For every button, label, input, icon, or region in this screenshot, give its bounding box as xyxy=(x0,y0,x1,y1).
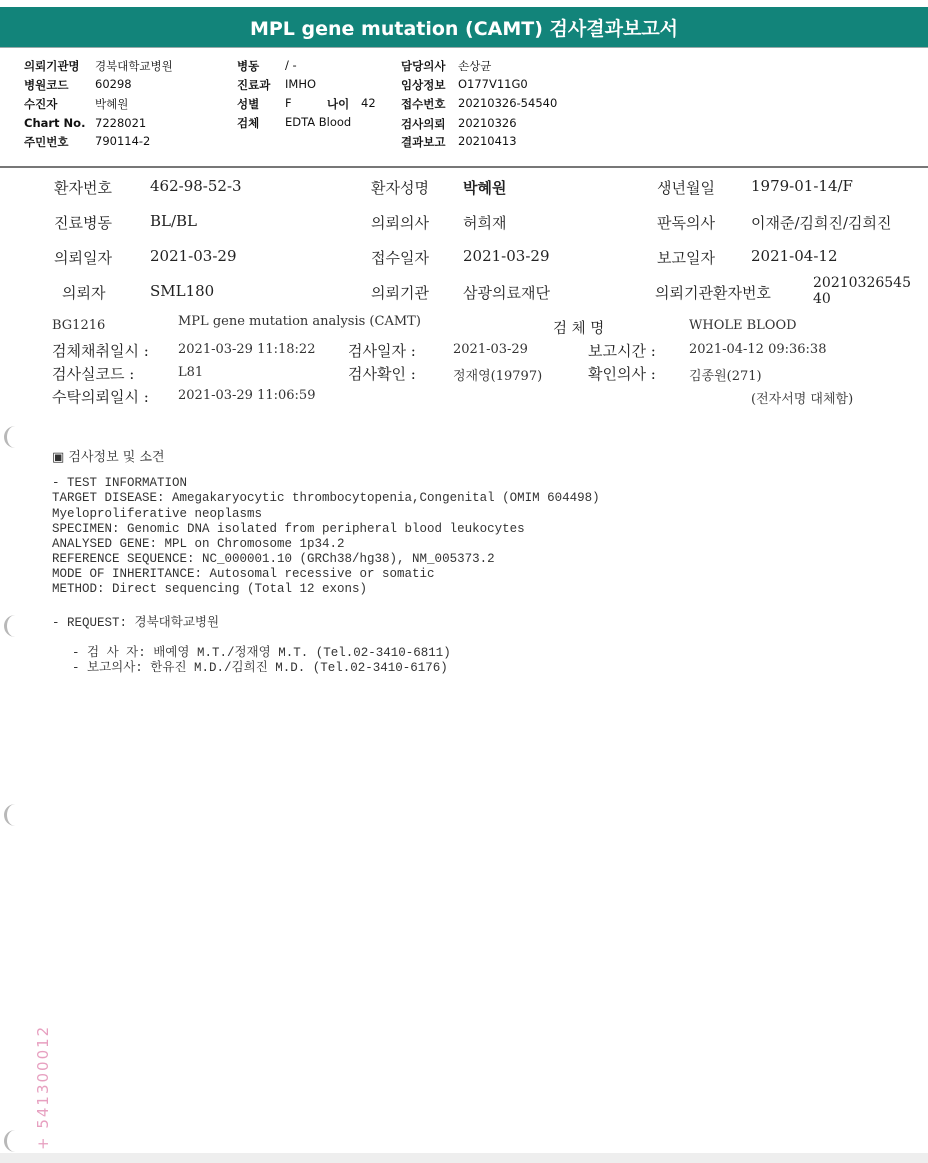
confirm-value: 정재영(19797) xyxy=(453,369,543,384)
patient-label: 보고일자 xyxy=(657,249,715,267)
entrust-value: 2021-03-29 11:06:59 xyxy=(178,388,316,403)
binder-hole-mark xyxy=(4,1130,21,1152)
patient-label: 의뢰의사 xyxy=(371,214,429,232)
patient-value: 462-98-52-3 xyxy=(150,177,242,195)
patient-value: 삼광의료재단 xyxy=(463,284,550,302)
patient-value: 1979-01-14/F xyxy=(751,177,853,195)
patient-label: 판독의사 xyxy=(657,214,715,232)
request-line: - REQUEST: 경북대학교병원 xyxy=(52,616,220,630)
specimen-value: WHOLE BLOOD xyxy=(689,318,797,333)
header-info-panel xyxy=(0,47,928,168)
section-title: ▣ 검사정보 및 소견 xyxy=(52,450,165,465)
patient-label: 의뢰일자 xyxy=(54,249,112,267)
header-label: 의뢰기관명 xyxy=(24,59,80,73)
staff-line: - 검 사 자: 배예영 M.T./정재영 M.T. (Tel.02-3410-6811) xyxy=(72,646,451,660)
header-value: IMHO xyxy=(285,77,317,91)
header-value: F xyxy=(285,96,292,110)
reporttime-value: 2021-04-12 09:36:38 xyxy=(689,342,827,357)
roomcode-label: 검사실코드 : xyxy=(52,365,135,383)
header-label: 담당의사 xyxy=(401,59,446,73)
header-label: 수진자 xyxy=(24,97,58,111)
info-line: ANALYSED GENE: MPL on Chromosome 1p34.2 xyxy=(52,537,345,551)
header-value: 20210413 xyxy=(458,134,517,148)
patient-label: 진료병동 xyxy=(54,214,112,232)
testdate-value: 2021-03-29 xyxy=(453,342,528,357)
header-label: 성별 xyxy=(237,97,260,111)
header-label: 병동 xyxy=(237,59,260,73)
roomcode-value: L81 xyxy=(178,365,204,380)
header-value: EDTA Blood xyxy=(285,115,352,129)
header-label: 검체 xyxy=(237,116,260,130)
header-value: 60298 xyxy=(95,77,132,91)
patient-value: SML180 xyxy=(150,282,215,300)
age-value: 42 xyxy=(361,96,376,110)
report-title: MPL gene mutation (CAMT) 검사결과보고서 xyxy=(0,7,928,47)
patient-value: 이재준/김희진/김희진 xyxy=(751,214,892,232)
binder-hole-mark xyxy=(4,804,21,826)
patient-value: BL/BL xyxy=(150,212,198,230)
info-line: TARGET DISEASE: Amegakaryocytic thrombocytopenia,Congenital (OMIM 604498) xyxy=(52,491,600,505)
age-label: 나이 xyxy=(327,97,350,111)
info-line: METHOD: Direct sequencing (Total 12 exons) xyxy=(52,582,368,596)
patient-value: 2021-03-29 xyxy=(150,247,237,265)
doctor-value: 김종원(271) xyxy=(689,369,762,384)
binder-hole-mark xyxy=(4,426,21,448)
header-value: 손상균 xyxy=(458,59,492,73)
barcode-number: + 541300012 xyxy=(34,1024,52,1150)
patient-label: 환자번호 xyxy=(54,179,112,197)
header-label: 진료과 xyxy=(237,78,271,92)
testdate-label: 검사일자 : xyxy=(348,342,416,360)
header-value: 7228021 xyxy=(95,116,147,130)
patient-label: 의뢰기관환자번호 xyxy=(655,284,771,302)
header-label: 접수번호 xyxy=(401,97,446,111)
header-label: 주민번호 xyxy=(24,135,69,149)
reporttime-label: 보고시간 : xyxy=(588,342,656,360)
doctor-label: 확인의사 : xyxy=(588,365,656,383)
patient-value: 2021-04-12 xyxy=(751,247,838,265)
header-label: 임상정보 xyxy=(401,78,446,92)
info-line: MODE OF INHERITANCE: Autosomal recessive or somatic xyxy=(52,567,435,581)
patient-value: 2021-03-29 xyxy=(463,247,550,265)
collect-label: 검체채취일시 : xyxy=(52,342,149,360)
header-value: 20210326 xyxy=(458,116,517,130)
patient-label: 환자성명 xyxy=(371,179,429,197)
staff-line: - 보고의사: 한유진 M.D./김희진 M.D. (Tel.02-3410-6176) xyxy=(72,661,448,675)
confirm-label: 검사확인 : xyxy=(348,365,416,383)
patient-label: 생년월일 xyxy=(657,179,715,197)
header-label: 결과보고 xyxy=(401,135,446,149)
header-value: 790114-2 xyxy=(95,134,151,148)
info-line: REFERENCE SEQUENCE: NC_000001.10 (GRCh38/hg38), NM_005373.2 xyxy=(52,552,495,566)
header-label: 검사의뢰 xyxy=(401,117,446,131)
info-line: - TEST INFORMATION xyxy=(52,476,188,490)
patient-name: 박혜원 xyxy=(463,179,507,197)
info-line: Myeloproliferative neoplasms xyxy=(52,507,263,521)
header-value: / - xyxy=(285,58,297,72)
external-patient-number: 2021032654540 xyxy=(813,275,911,307)
collect-value: 2021-03-29 11:18:22 xyxy=(178,342,316,357)
patient-label: 접수일자 xyxy=(371,249,429,267)
header-value: O177V11G0 xyxy=(458,77,528,91)
patient-label: 의뢰자 xyxy=(62,284,106,302)
info-line: SPECIMEN: Genomic DNA isolated from peripheral blood leukocytes xyxy=(52,522,525,536)
bottom-strip xyxy=(0,1153,928,1163)
header-value: 박혜원 xyxy=(95,97,129,111)
entrust-label: 수탁의뢰일시 : xyxy=(52,388,149,406)
test-name: MPL gene mutation analysis (CAMT) xyxy=(178,314,421,329)
patient-value: 허희재 xyxy=(463,214,507,232)
header-label: Chart No. xyxy=(24,116,86,130)
header-value: 20210326-54540 xyxy=(458,96,558,110)
test-code: BG1216 xyxy=(52,318,106,333)
specimen-label: 검 체 명 xyxy=(553,321,605,337)
esign-note: (전자서명 대체함) xyxy=(751,392,854,407)
patient-label: 의뢰기관 xyxy=(371,284,429,302)
header-label: 병원코드 xyxy=(24,78,69,92)
binder-hole-mark xyxy=(4,615,21,637)
header-value: 경북대학교병원 xyxy=(95,59,173,73)
